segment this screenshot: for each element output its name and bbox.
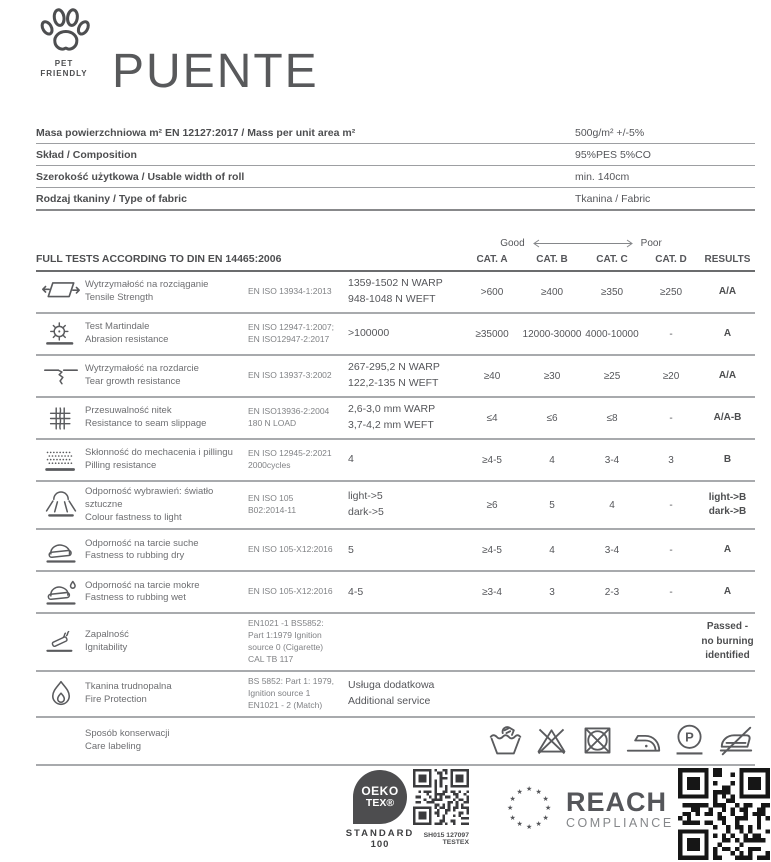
test-measured-value: 4-5 — [348, 585, 364, 598]
column-header-results: RESULTS — [704, 254, 751, 265]
test-row — [36, 572, 755, 614]
cat-a-value: ≥40 — [483, 370, 501, 382]
test-name-en: Tear growth resistance — [85, 376, 181, 387]
cat-a-value: ≤4 — [486, 412, 498, 424]
logo-line-1: PET — [54, 59, 74, 68]
test-measured-value: light->5 dark->5 — [348, 490, 384, 519]
test-name-pl: Wytrzymałość na rozciąganie — [85, 279, 209, 291]
column-header-cat-d: CAT. D — [655, 254, 687, 265]
test-icon-cell — [36, 406, 85, 431]
cigarette-icon — [45, 629, 77, 655]
cat-c-value: 2-3 — [604, 586, 620, 598]
eu-star: ★ — [516, 788, 523, 796]
care-icons — [462, 722, 755, 760]
eu-star: ★ — [542, 795, 549, 803]
reach-compliance-logo — [506, 786, 674, 834]
test-name-pl: Odporność wybrawień: światło sztuczne — [85, 486, 214, 510]
cat-d-value: - — [669, 586, 673, 598]
test-measured-value: Usługa dodatkowa Additional service — [348, 679, 435, 707]
abrasion-icon — [44, 321, 78, 347]
cat-d-value: - — [669, 412, 673, 424]
eu-star: ★ — [516, 821, 523, 829]
eu-star: ★ — [509, 795, 516, 803]
test-name — [85, 447, 248, 473]
test-standard: EN ISO13936-2:2004 180 N LOAD — [248, 406, 330, 428]
category-columns — [462, 254, 755, 265]
eu-star: ★ — [545, 805, 552, 812]
test-standard: EN ISO 105 B02:2014-11 — [248, 493, 297, 516]
test-result: B — [723, 453, 732, 465]
test-row — [36, 272, 755, 314]
spec-value: Tkanina / Fabric — [575, 193, 651, 205]
eu-star: ★ — [526, 786, 533, 793]
page-qr-code — [678, 768, 770, 860]
test-name-pl: Odporność na tarcie mokre — [85, 579, 200, 591]
eu-stars-icon — [506, 786, 554, 834]
certificate-lab: TESTEX — [442, 839, 469, 846]
test-name — [85, 363, 248, 389]
test-name-pl: Przesuwalność nitek — [85, 405, 172, 417]
cat-b-value: ≥400 — [540, 286, 564, 298]
test-name — [85, 405, 248, 431]
test-row — [36, 356, 755, 398]
oeko-tex-logo — [341, 770, 419, 850]
cat-a-value: ≥4-5 — [482, 544, 502, 556]
cat-d-value: - — [669, 499, 673, 511]
cat-b-value: ≤6 — [546, 412, 558, 424]
test-name-en: Fire Protection — [85, 693, 147, 705]
test-result: A — [723, 586, 732, 598]
spec-row — [36, 188, 755, 211]
eu-star: ★ — [509, 814, 516, 822]
test-result: A/A — [718, 369, 737, 381]
tear-icon — [43, 363, 79, 390]
test-standard: EN1021 -1 BS5852: Part 1:1979 Ignition source 0 (Cigarette) CAL TB 117 — [248, 618, 324, 665]
rubbing-dry-icon — [44, 537, 78, 564]
do-not-steam-icon — [717, 722, 755, 760]
cat-d-value: 3 — [668, 454, 674, 466]
cat-a-value: ≥6 — [486, 499, 498, 511]
scale-poor-label: Poor — [640, 238, 662, 249]
cat-c-value: 3-4 — [604, 454, 620, 466]
tests-header — [36, 238, 755, 272]
hand-wash-icon — [487, 722, 524, 759]
test-row — [36, 482, 755, 530]
test-measured-value: 267-295,2 N WARP 122,2-135 N WEFT — [348, 361, 440, 389]
test-name — [85, 629, 248, 655]
test-name — [85, 321, 248, 347]
flame-icon — [46, 680, 76, 708]
eu-star: ★ — [542, 814, 549, 822]
cat-b-value: 5 — [549, 499, 555, 511]
test-row — [36, 398, 755, 440]
spec-label: Skład / Composition — [36, 149, 137, 161]
spec-value: 95%PES 5%CO — [575, 149, 651, 161]
good-poor-scale — [462, 238, 700, 249]
test-icon-cell — [36, 491, 85, 520]
column-header-cat-a: CAT. A — [476, 254, 508, 265]
eu-star: ★ — [526, 824, 533, 831]
eu-star: ★ — [535, 788, 542, 796]
spec-value: 500g/m² +/-5% — [575, 127, 645, 139]
spec-row — [36, 166, 755, 188]
test-name-en: Fastness to rubbing dry — [85, 550, 185, 562]
test-name-en: Fastness to rubbing wet — [85, 592, 186, 604]
spec-label: Rodzaj tkaniny / Type of fabric — [36, 193, 187, 205]
cat-b-value: 12000-30000 — [522, 328, 582, 340]
cat-d-value: ≥20 — [662, 370, 680, 382]
pilling-icon — [43, 447, 79, 474]
cat-b-value: 3 — [549, 586, 555, 598]
test-icon-cell — [36, 629, 85, 655]
column-header-cat-b: CAT. B — [536, 254, 568, 265]
good-poor-arrow-icon — [531, 239, 635, 248]
test-icon-cell — [36, 363, 85, 390]
eu-star: ★ — [507, 805, 514, 812]
tests-title: FULL TESTS ACCORDING TO DIN EN 14465:2006 — [36, 253, 282, 265]
cat-c-value: 4 — [609, 499, 615, 511]
care-labeling-row — [36, 718, 755, 766]
spec-row — [36, 144, 755, 166]
test-row — [36, 672, 755, 718]
pet-friendly-logo — [30, 6, 98, 79]
test-row — [36, 614, 755, 672]
test-name-pl: Odporność na tarcie suche — [85, 537, 199, 549]
test-icon-cell — [36, 279, 85, 305]
test-result: A/A — [718, 285, 737, 297]
test-measured-value: 5 — [348, 543, 354, 556]
spec-label: Szerokość użytkowa / Usable width of roll — [36, 171, 245, 183]
oeko-standard-label: STANDARD — [345, 828, 415, 839]
tensile-icon — [41, 279, 81, 305]
page-qr-block — [678, 768, 770, 862]
test-standard: EN ISO 12945-2:2021 2000cycles — [248, 448, 332, 470]
test-measured-value: 4 — [348, 453, 354, 466]
test-row — [36, 440, 755, 482]
test-name-en: Tensile Strength — [85, 292, 154, 303]
column-header-cat-c: CAT. C — [596, 254, 628, 265]
test-result: A — [723, 544, 732, 556]
test-standard: EN ISO 105-X12:2016 — [248, 586, 333, 597]
cat-c-value: ≤8 — [606, 412, 618, 424]
test-result: light->B dark->B — [708, 491, 747, 518]
certificate-code: SH015 127097 — [423, 832, 469, 839]
iron-one-dot-icon — [625, 722, 662, 759]
rubbing-wet-icon — [44, 579, 78, 606]
reach-subtitle: COMPLIANCE — [566, 816, 674, 830]
test-name-pl: Zapalność — [85, 629, 129, 641]
oeko-standard-number: 100 — [370, 839, 390, 850]
oeko-badge-line2: TEX® — [365, 796, 395, 809]
test-name-pl: Test Martindale — [85, 321, 150, 333]
cat-b-value: 4 — [549, 454, 555, 466]
certificate-qr-code — [413, 769, 469, 825]
cat-b-value: ≥30 — [543, 370, 561, 382]
test-name-pl: Wytrzymałość na rozdarcie — [85, 363, 199, 375]
spec-row — [36, 122, 755, 144]
do-not-bleach-icon — [533, 722, 570, 759]
eu-star: ★ — [535, 821, 542, 829]
test-rows — [36, 272, 755, 718]
cat-a-value: ≥35000 — [475, 328, 509, 340]
light-fastness-icon — [43, 491, 79, 520]
test-icon-cell — [36, 680, 85, 708]
test-name — [85, 279, 248, 305]
test-icon-cell — [36, 447, 85, 474]
oeko-tex-badge — [353, 770, 407, 824]
test-name — [85, 681, 248, 707]
test-result: Passed - no burning identified — [701, 621, 754, 662]
svg-text:P: P — [685, 729, 694, 745]
test-standard: BS 5852: Part 1: 1979, Ignition source 1 EN1021 - 2 (Match) — [248, 676, 335, 710]
test-icon-cell — [36, 537, 85, 564]
test-icon-cell — [36, 579, 85, 606]
test-standard: EN ISO 13937-3:2002 — [248, 370, 332, 381]
test-name — [85, 486, 248, 524]
test-name-en: Colour fastness to light — [85, 511, 182, 523]
test-name-en: Pilling resistance — [85, 460, 157, 471]
test-result: A/A-B — [713, 411, 742, 423]
test-icon-cell — [36, 321, 85, 347]
cat-c-value: 3-4 — [604, 544, 620, 556]
seam-slippage-icon — [45, 406, 77, 431]
cat-c-value: 4000-10000 — [585, 328, 639, 340]
spec-value: min. 140cm — [575, 171, 630, 183]
cat-d-value: ≥250 — [659, 286, 683, 298]
test-name-en: Resistance to seam slippage — [85, 418, 207, 429]
cat-d-value: - — [669, 544, 673, 556]
cat-d-value: - — [669, 328, 673, 340]
scale-good-label: Good — [500, 238, 525, 249]
care-name-pl: Sposób konserwacji — [85, 727, 170, 739]
paw-icon — [35, 6, 93, 57]
reach-title: REACH — [566, 787, 668, 817]
test-row — [36, 314, 755, 356]
test-measured-value: >100000 — [348, 327, 390, 340]
page-title: PUENTE — [112, 45, 319, 98]
cat-a-value: ≥3-4 — [482, 586, 502, 598]
cat-a-value: ≥4-5 — [482, 454, 502, 466]
cat-b-value: 4 — [549, 544, 555, 556]
tests-table — [36, 238, 755, 766]
test-name — [85, 580, 248, 606]
test-name-pl: Tkanina trudnopalna — [85, 681, 172, 693]
spec-label: Masa powierzchniowa m² EN 12127:2017 / Mass per unit area m² — [36, 127, 356, 139]
test-name-pl: Skłonność do mechacenia i pillingu — [85, 447, 233, 459]
test-name — [85, 538, 248, 564]
oeko-badge-line1: OEKO — [361, 783, 399, 798]
test-measured-value: 1359-1502 N WARP 948-1048 N WEFT — [348, 277, 443, 305]
test-name-en: Ignitability — [85, 642, 128, 654]
dry-clean-p-icon — [671, 722, 708, 759]
logo-line-2: FRIENDLY — [40, 69, 88, 78]
test-standard: EN ISO 13934-1:2013 — [248, 286, 332, 297]
do-not-tumble-dry-icon — [579, 722, 616, 759]
certificate-qr-block — [412, 769, 469, 846]
test-standard: EN ISO 12947-1:2007; EN ISO12947-2:2017 — [248, 322, 335, 344]
test-standard: EN ISO 105-X12:2016 — [248, 544, 333, 555]
test-name-en: Abrasion resistance — [85, 334, 169, 345]
test-row — [36, 530, 755, 572]
cat-c-value: ≥25 — [603, 370, 621, 382]
test-measured-value: 2,6-3,0 mm WARP 3,7-4,2 mm WEFT — [348, 403, 436, 431]
cat-a-value: >600 — [480, 286, 504, 298]
care-name-en: Care labeling — [85, 740, 141, 752]
test-result: A — [723, 327, 732, 339]
cat-c-value: ≥350 — [600, 286, 624, 298]
spec-table — [36, 122, 755, 211]
